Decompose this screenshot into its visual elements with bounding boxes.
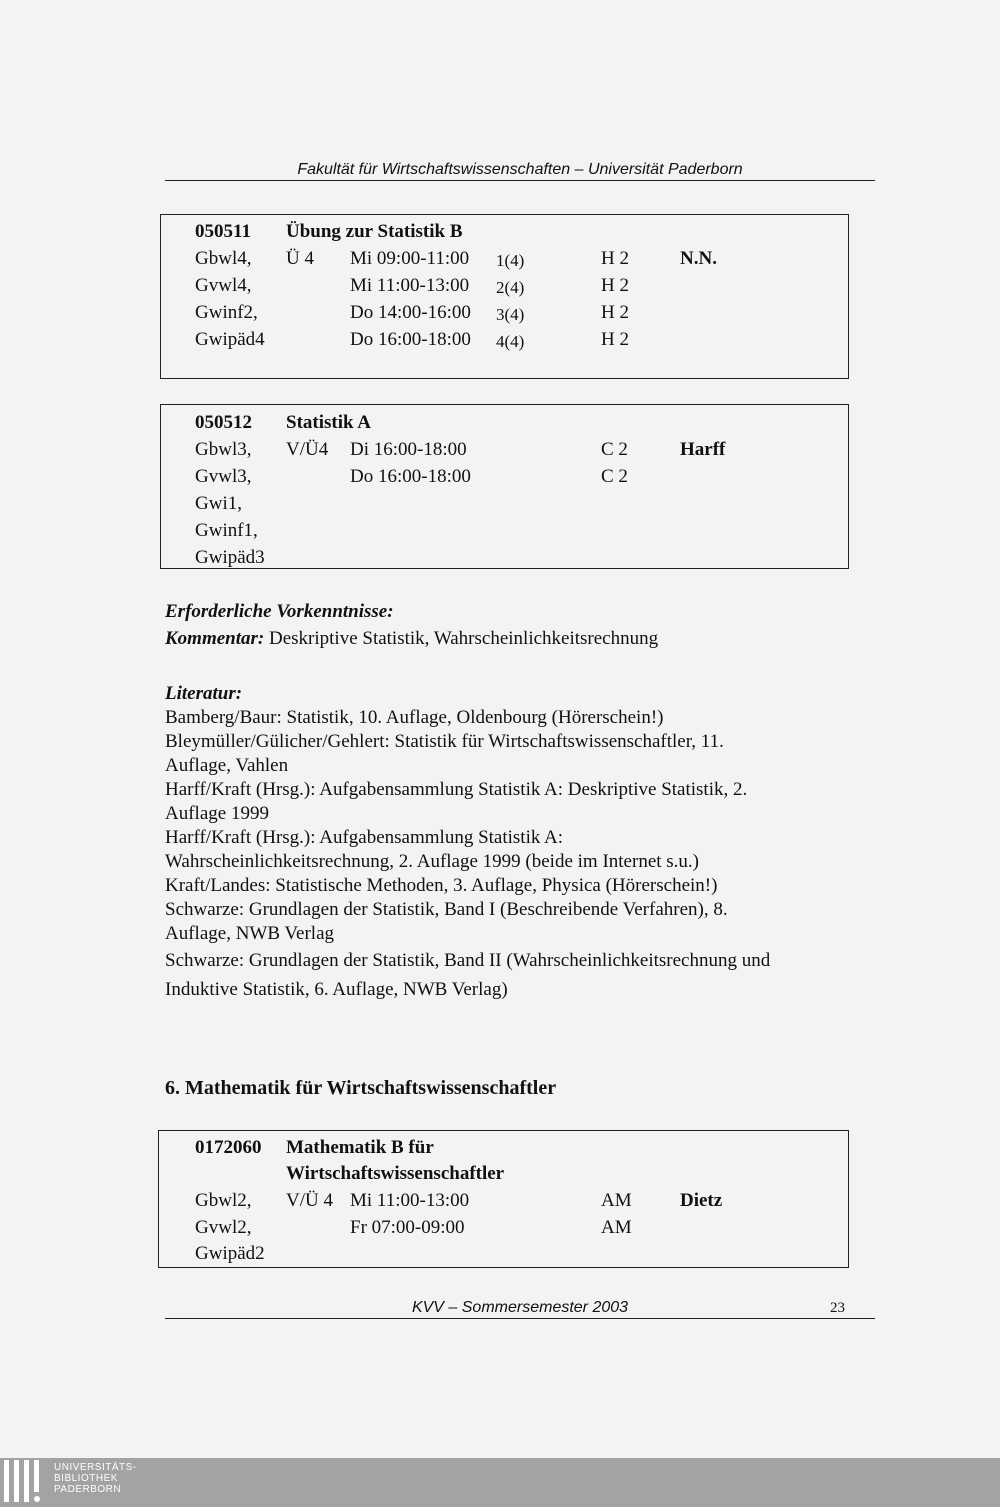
course-room: H 2 (601, 275, 629, 296)
course-number: 050511 (195, 221, 251, 242)
course-number: 0172060 (195, 1137, 262, 1158)
literature-line: Induktive Statistik, 6. Auflage, NWB Verlag) (165, 979, 508, 1000)
course-group: Gwinf1, (195, 520, 258, 541)
course-number: 050512 (195, 412, 252, 433)
literature-line: Harff/Kraft (Hrsg.): Aufgabensammlung Statistik A: Deskriptive Statistik, 2. (165, 779, 748, 800)
course-time: Mi 11:00-13:00 (350, 275, 470, 296)
literature-line: Auflage, Vahlen (165, 755, 289, 776)
course-slot: 3(4) (496, 305, 525, 324)
course-group: Gvwl2, (195, 1217, 252, 1238)
course-group: Gbwl3, (195, 439, 252, 460)
course-box-050511 (160, 214, 849, 379)
prerequisites-label: Erforderliche Vorkenntnisse: (165, 601, 394, 622)
course-lecturer: Harff (680, 439, 726, 460)
course-box-0172060 (158, 1130, 849, 1268)
course-room: AM (601, 1190, 632, 1211)
course-group: Gbwl2, (195, 1190, 252, 1211)
course-title: Wirtschaftswissenschaftler (286, 1163, 505, 1184)
course-time: Mi 11:00-13:00 (350, 1190, 470, 1211)
course-room: H 2 (601, 302, 629, 323)
literature-line: Harff/Kraft (Hrsg.): Aufgabensammlung Statistik A: (165, 827, 564, 848)
literature-line: Bleymüller/Gülicher/Gehlert: Statistik für Wirtschaftswissenschaftler, 11. (165, 731, 724, 752)
course-group: Gwi1, (195, 493, 242, 514)
comment-text: Deskriptive Statistik, Wahrscheinlichkeitsrechnung (268, 628, 659, 649)
comment-line (165, 627, 658, 651)
course-type: Ü 4 (286, 248, 314, 269)
literature-line: Schwarze: Grundlagen der Statistik, Band I (Beschreibende Verfahren), 8. (165, 899, 728, 920)
course-group: Gvwl4, (195, 275, 252, 296)
course-time: Do 14:00-16:00 (350, 302, 471, 323)
course-title: Übung zur Statistik B (286, 221, 463, 242)
course-lecturer: N.N. (680, 248, 717, 269)
library-logo-bar (0, 1458, 1000, 1507)
course-slot: 1(4) (496, 251, 525, 270)
comment-label: Kommentar: (165, 628, 265, 649)
course-box-050512 (160, 404, 849, 569)
course-group: Gvwl3, (195, 466, 252, 487)
course-room: AM (601, 1217, 632, 1238)
course-group: Gwipäd3 (195, 547, 265, 568)
library-logo-text: UNIVERSITÄTS- BIBLIOTHEK PADERBORN (54, 1462, 137, 1495)
course-group: Gbwl4, (195, 248, 252, 269)
course-time: Mi 09:00-11:00 (350, 248, 470, 269)
literature-line: Wahrscheinlichkeitsrechnung, 2. Auflage 1999 (beide im Internet s.u.) (165, 851, 700, 872)
course-time: Di 16:00-18:00 (350, 439, 467, 460)
course-type: V/Ü4 (286, 439, 329, 460)
page-header: Fakultät für Wirtschaftswissenschaften – Universität Paderborn (165, 160, 875, 181)
literature-line: Auflage, NWB Verlag (165, 923, 335, 944)
course-slot: 2(4) (496, 278, 525, 297)
course-room: H 2 (601, 248, 629, 269)
literature-line: Auflage 1999 (165, 803, 269, 824)
course-type: V/Ü 4 (286, 1190, 333, 1211)
course-slot: 4(4) (496, 332, 525, 351)
course-group: Gwinf2, (195, 302, 258, 323)
page-number: 23 (830, 1300, 845, 1316)
course-title: Statistik A (286, 412, 371, 433)
course-group: Gwipäd2 (195, 1243, 265, 1264)
literature-label: Literatur: (165, 683, 243, 704)
course-title: Mathematik B für (286, 1137, 434, 1158)
literature-line: Kraft/Landes: Statistische Methoden, 3. Auflage, Physica (Hörerschein!) (165, 875, 718, 896)
course-time: Do 16:00-18:00 (350, 466, 471, 487)
course-group: Gwipäd4 (195, 329, 265, 350)
course-time: Do 16:00-18:00 (350, 329, 471, 350)
section-heading: 6. Mathematik für Wirtschaftswissenschaftler (165, 1077, 557, 1099)
literature-line: Schwarze: Grundlagen der Statistik, Band II (Wahrscheinlichkeitsrechnung und (165, 950, 771, 971)
page-footer (165, 1298, 875, 1319)
course-room: C 2 (601, 466, 628, 487)
course-time: Fr 07:00-09:00 (350, 1217, 465, 1238)
footer-text: KVV – Sommersemester 2003 (411, 1299, 629, 1316)
course-lecturer: Dietz (680, 1190, 723, 1211)
literature-line: Bamberg/Baur: Statistik, 10. Auflage, Oldenbourg (Hörerschein!) (165, 707, 664, 728)
course-room: C 2 (601, 439, 628, 460)
course-room: H 2 (601, 329, 629, 350)
